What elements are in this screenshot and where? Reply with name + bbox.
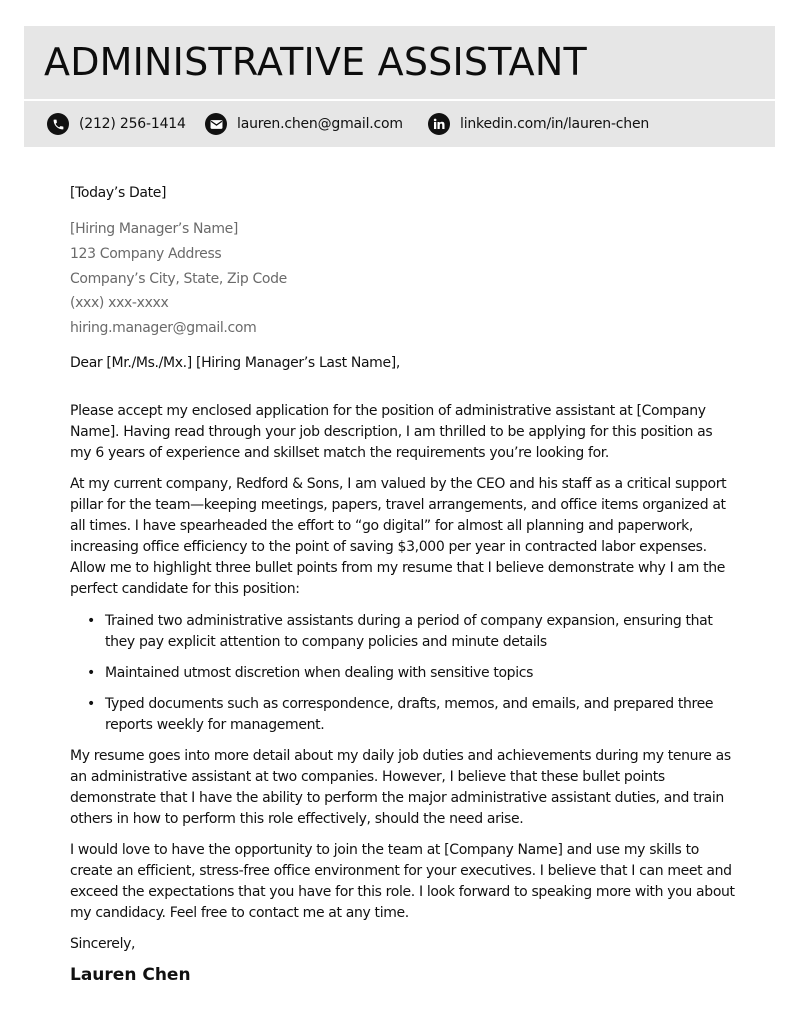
recipient-phone: (xxx) xxx-xxxx	[70, 295, 169, 312]
email-address[interactable]: lauren.chen@gmail.com	[237, 116, 403, 132]
recipient-address: 123 Company Address	[70, 245, 222, 262]
linkedin-icon	[428, 113, 450, 135]
letter-date: [Today’s Date]	[70, 185, 167, 201]
contact-email	[205, 113, 403, 135]
bullet-text: Trained two administrative assistants during a period of company expansion, ensuring that they pay explicit attention to company policies and minute details	[105, 612, 713, 650]
contact-linkedin	[428, 113, 649, 135]
linkedin-url[interactable]: linkedin.com/in/lauren-chen	[460, 116, 650, 132]
header-band	[24, 26, 775, 147]
phone-number[interactable]: (212) 256-1414	[79, 116, 186, 132]
closing: Sincerely,	[70, 935, 136, 952]
list-item	[70, 694, 735, 736]
salutation: Dear [Mr./Ms./Mx.] [Hiring Manager’s Last Name],	[70, 354, 400, 371]
recipient-city: Company’s City, State, Zip Code	[70, 270, 287, 287]
bullet-marker: •	[87, 664, 95, 681]
list-item	[70, 663, 735, 684]
paragraph-intro: Please accept my enclosed application for the position of administrative assistant at [Company Name]. Having read through your job description, I am thrilled to be applying for this position as my 6 years of experience and skillset match the requirements you’re looking for.	[70, 402, 713, 461]
phone-icon	[47, 113, 69, 135]
bullet-marker: •	[87, 612, 95, 629]
letter-body	[70, 183, 735, 987]
bullet-marker: •	[87, 695, 95, 712]
bullet-text: Typed documents such as correspondence, drafts, memos, and emails, and prepared three reports weekly for management.	[105, 695, 714, 733]
paragraph-closing: I would love to have the opportunity to join the team at [Company Name] and use my skills to create an efficient, stress-free office environment for your executives. I believe that I can meet and exceed the expectations that you have for this role. I look forward to speaking more with you about my candidacy. Feel free to contact me at any time.	[70, 841, 735, 921]
bullet-list	[70, 611, 735, 736]
paragraph-experience: At my current company, Redford & Sons, I am valued by the CEO and his staff as a critical support pillar for the team—keeping meetings, papers, travel arrangements, and office items organized at all times. I have spearheaded the effort to “go digital” for almost all planning and paperwork, increasing office efficiency to the point of saving $3,000 per year in contracted labor expenses. Allow me to highlight three bullet points from my resume that I believe demonstrate why I am the perfect candidate for this position:	[70, 475, 727, 597]
email-icon	[205, 113, 227, 135]
recipient-email: hiring.manager@gmail.com	[70, 320, 257, 336]
bullet-text: Maintained utmost discretion when dealing with sensitive topics	[105, 664, 534, 681]
paragraph-details: My resume goes into more detail about my daily job duties and achievements during my tenure as an administrative assistant at two companies. However, I believe that these bullet points demonstrate that I have the ability to perform the major administrative assistant duties, and train others in how to perform this role effectively, should the need arise.	[70, 747, 731, 827]
list-item	[70, 611, 735, 653]
page-title: ADMINISTRATIVE ASSISTANT	[44, 40, 587, 84]
recipient-block	[70, 217, 735, 341]
contact-phone	[47, 113, 186, 135]
signature: Lauren Chen	[70, 964, 191, 985]
contact-row	[24, 101, 775, 147]
recipient-name: [Hiring Manager’s Name]	[70, 221, 239, 237]
